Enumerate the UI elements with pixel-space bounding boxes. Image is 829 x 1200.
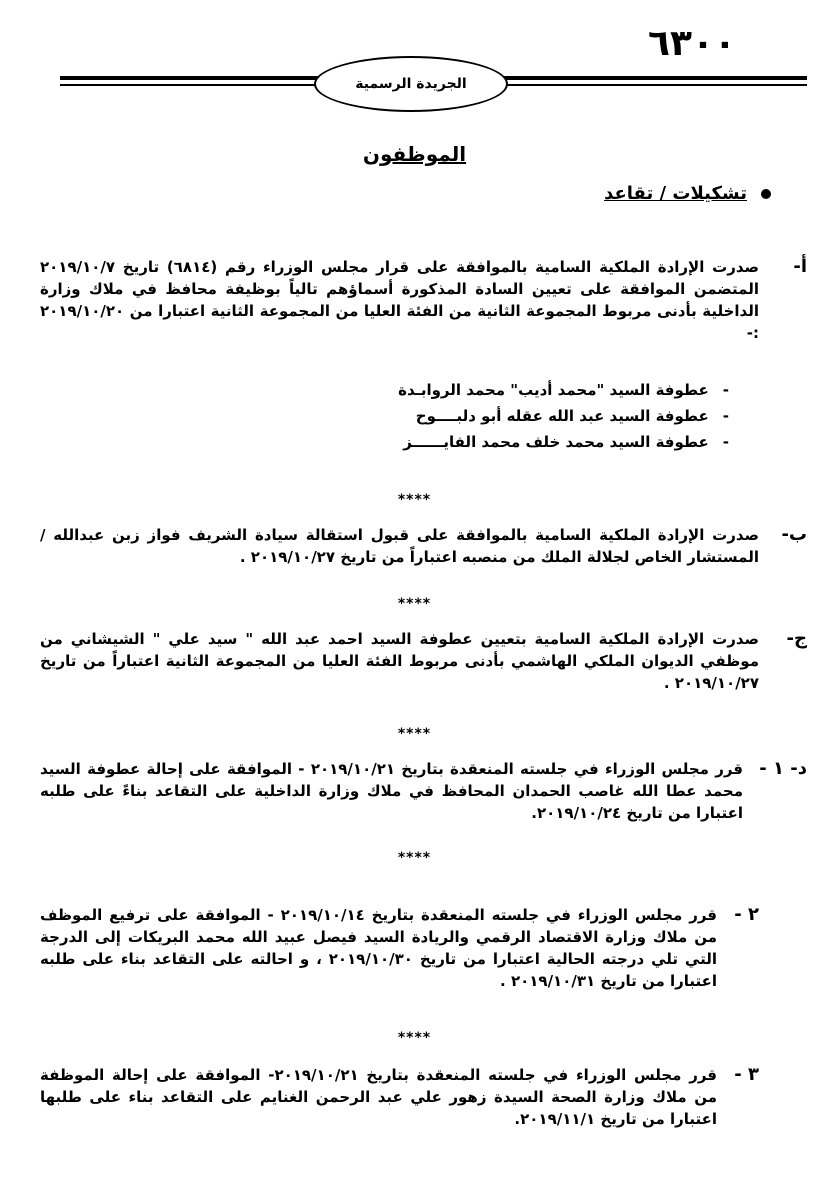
list-dash: - bbox=[722, 381, 729, 399]
list-item bbox=[398, 403, 729, 429]
decision-item-b bbox=[40, 524, 807, 568]
appointee-list bbox=[398, 377, 729, 455]
gazette-name-oval bbox=[314, 56, 508, 112]
appointee-name: عطوفة السيد محمد خلف محمد الفايــــــز bbox=[403, 433, 709, 451]
item-text: قرر مجلس الوزراء في جلسته المنعقدة بتاريخ ٢٠١٩/١٠/١٤ - الموافقة على ترفيع الموظف من ملاك وزارة الاقتصاد الرقمي والريادة السيد فيصل عبيد الله محمد البريكات إلى الدرجة التي تلي درجته الحالية اعتبارا من تاريخ ٢٠١٩/١٠/٣٠ ، و احالته على التقاعد بناء على طلبه اعتبارا من تاريخ ٢٠١٩/١٠/٣١ . bbox=[40, 906, 717, 990]
page-number: ٦٣٠٠ bbox=[648, 23, 736, 64]
item-text: صدرت الإرادة الملكية السامية بتعيين عطوفة السيد احمد عبد الله " سيد علي " الشيشاني من موظفي الديوان الملكي الهاشمي بأدنى مربوط الفئة العليا من المجموعة الثانية اعتباراً من تاريخ ٢٠١٩/١٠/٢٧ . bbox=[40, 630, 759, 692]
decision-item-a bbox=[40, 256, 807, 344]
item-marker: ج- bbox=[786, 628, 807, 649]
decision-item-d3 bbox=[40, 1064, 807, 1130]
separator: **** bbox=[397, 850, 432, 866]
subheading-text: تشكيلات / تقاعد bbox=[604, 183, 747, 204]
item-marker: ٢ - bbox=[734, 904, 759, 925]
item-text: قرر مجلس الوزراء في جلسته المنعقدة بتاريخ ٢٠١٩/١٠/٢١ - الموافقة على إحالة عطوفة السيد محمد عطا الله غاصب الحمدان المحافظ في ملاك وزارة الداخلية على التقاعد بناءً على طلبه اعتبارا من تاريخ ٢٠١٩/١٠/٢٤. bbox=[40, 760, 743, 822]
item-text: قرر مجلس الوزراء في جلسته المنعقدة بتاريخ ٢٠١٩/١٠/٢١- الموافقة على إحالة الموظفة من ملاك وزارة الصحة السيدة زهور علي عبد الرحمن الغنايم على التقاعد بناء على طلبها اعتبارا من تاريخ ٢٠١٩/١١/١. bbox=[40, 1066, 717, 1128]
bullet-icon bbox=[761, 189, 771, 199]
list-item bbox=[398, 377, 729, 403]
item-marker: أ- bbox=[793, 256, 807, 277]
decision-item-c bbox=[40, 628, 807, 694]
item-marker: ٣ - bbox=[734, 1064, 759, 1085]
decision-item-d1 bbox=[40, 758, 807, 824]
appointee-name: عطوفة السيد عبد الله عقله أبو دلبــــوح bbox=[415, 407, 709, 425]
separator: **** bbox=[397, 596, 432, 612]
appointee-name: عطوفة السيد "محمد أديب" محمد الروابـدة bbox=[398, 381, 709, 399]
gazette-name: الجريدة الرسمية bbox=[355, 76, 467, 92]
separator: **** bbox=[397, 492, 432, 508]
subheading bbox=[604, 183, 771, 204]
decision-item-d2 bbox=[40, 904, 807, 992]
section-title: الموظفون bbox=[362, 142, 467, 166]
item-text: صدرت الإرادة الملكية السامية بالموافقة على قبول استقالة سيادة الشريف فواز زبن عبدالله /المستشار الخاص لجلالة الملك من منصبه اعتباراً من تاريخ ٢٠١٩/١٠/٢٧ . bbox=[40, 526, 759, 566]
list-dash: - bbox=[722, 407, 729, 425]
item-text: صدرت الإرادة الملكية السامية بالموافقة على قرار مجلس الوزراء رقم (٦٨١٤) تاريخ ٢٠١٩/١٠/٧ المتضمن الموافقة على تعيين السادة المذكورة أسماؤهم تالياً بوظيفة محافظ في ملاك وزارة الداخلية بأدنى مربوط المجموعة الثانية من الفئة العليا من المجموعة الثانية اعتبارا من ٢٠١٩/١٠/٢٠ :- bbox=[40, 258, 759, 342]
separator: **** bbox=[397, 726, 432, 742]
item-marker: ب- bbox=[781, 524, 807, 545]
item-marker: د- ١ - bbox=[759, 758, 807, 779]
list-item bbox=[398, 429, 729, 455]
separator: **** bbox=[397, 1030, 432, 1046]
list-dash: - bbox=[722, 433, 729, 451]
